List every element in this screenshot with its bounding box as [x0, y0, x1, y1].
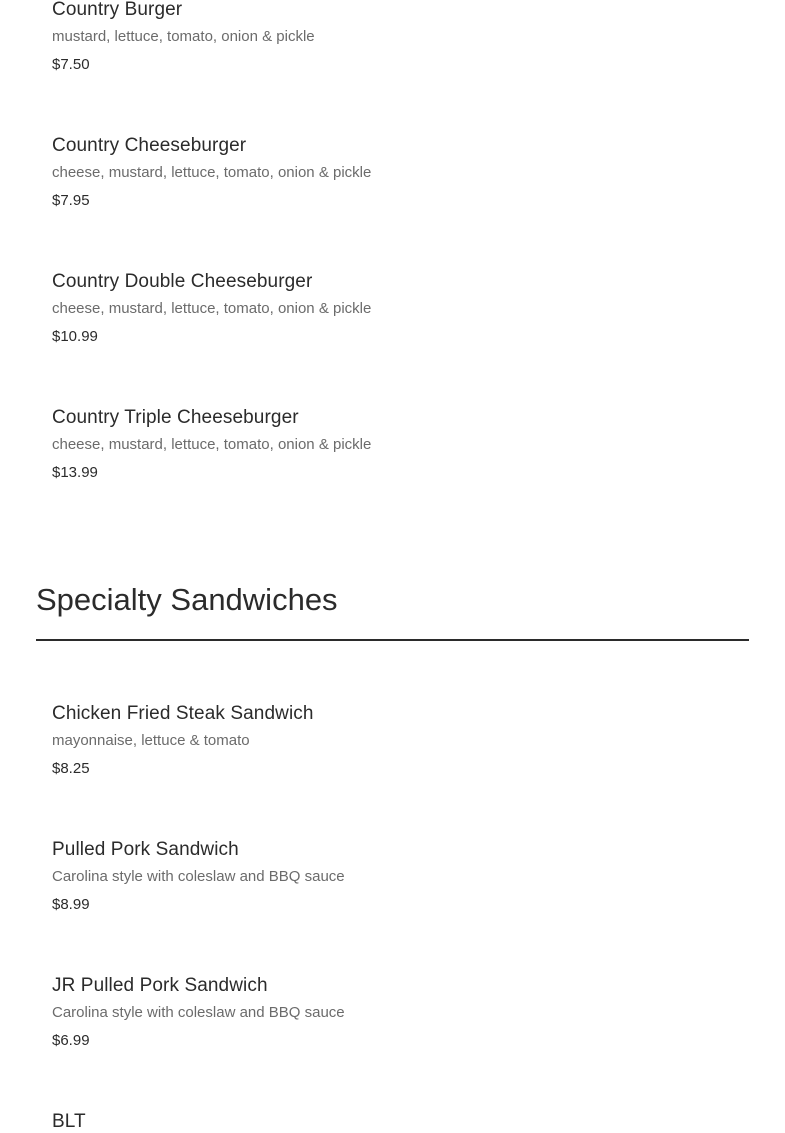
menu-item-name: Country Double Cheeseburger [52, 271, 313, 292]
menu-item-name: Country Triple Cheeseburger [52, 407, 299, 428]
menu-item-description: cheese, mustard, lettuce, tomato, onion & pickle [52, 164, 372, 181]
menu-item-description: Carolina style with coleslaw and BBQ sauce [52, 868, 345, 885]
menu-item-price: $7.50 [52, 56, 90, 73]
menu-item-name: JR Pulled Pork Sandwich [52, 975, 268, 996]
menu-item-name: BLT [52, 1111, 86, 1132]
menu-item-description: mustard, lettuce, tomato, onion & pickle [52, 28, 315, 45]
menu-item-name: Pulled Pork Sandwich [52, 839, 239, 860]
menu-item-description: cheese, mustard, lettuce, tomato, onion & pickle [52, 436, 372, 453]
menu-item-price: $6.99 [52, 1032, 90, 1049]
menu-item-price: $10.99 [52, 328, 98, 345]
section-divider [36, 639, 749, 641]
menu-item-price: $8.25 [52, 760, 90, 777]
menu-item-price: $8.99 [52, 896, 90, 913]
menu-item-name: Country Cheeseburger [52, 135, 247, 156]
menu-item-description: mayonnaise, lettuce & tomato [52, 732, 250, 749]
menu-item-price: $13.99 [52, 464, 98, 481]
menu-item-description: cheese, mustard, lettuce, tomato, onion & pickle [52, 300, 372, 317]
menu-item-name: Country Burger [52, 0, 183, 20]
menu-item-price: $7.95 [52, 192, 90, 209]
section-title-specialty-sandwiches: Specialty Sandwiches [36, 582, 338, 617]
menu-item-description: Carolina style with coleslaw and BBQ sauce [52, 1004, 345, 1021]
menu-item-name: Chicken Fried Steak Sandwich [52, 703, 314, 724]
